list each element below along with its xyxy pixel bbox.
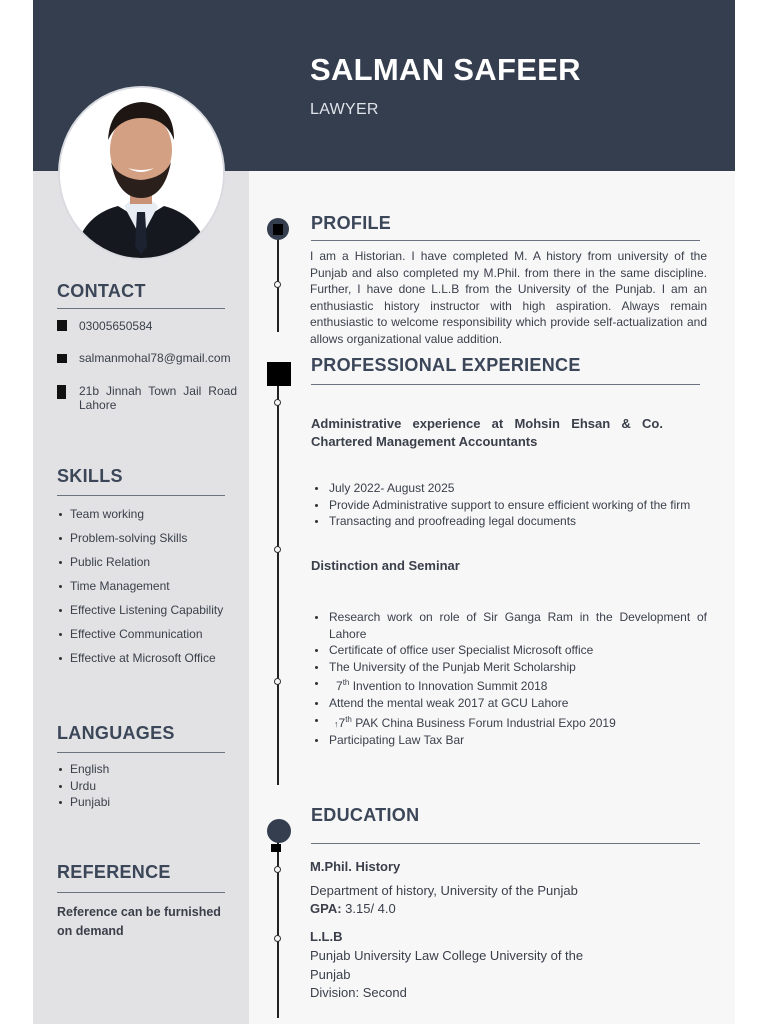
pak-sup: th: [345, 714, 352, 724]
distinction-item: The University of the Punjab Merit Scholarship: [313, 659, 707, 676]
address-text: 21b Jinnah Town Jail Road Lahore: [79, 384, 237, 412]
timeline-node: [274, 866, 281, 873]
contact-heading: CONTACT: [57, 281, 146, 301]
skill-item: Team working: [57, 507, 223, 531]
invention-ordinal: 7: [336, 679, 343, 694]
mphil-dept: Department of history, University of the Punjab: [310, 883, 578, 898]
pak-text: PAK China Business Forum Industrial Expo 2019: [351, 715, 616, 730]
contact-address: [57, 384, 237, 412]
skill-item: Effective Communication: [57, 627, 223, 651]
reference-divider: [57, 892, 225, 893]
profile-marker-square: [273, 224, 283, 235]
job-detail-item: July 2022- August 2025: [313, 480, 707, 497]
timeline-line-experience: [277, 385, 279, 785]
experience-divider: [311, 384, 700, 385]
distinction-item: Certificate of office user Specialist Microsoft office: [313, 642, 707, 659]
email-icon: [57, 354, 67, 363]
distinction-list: [313, 609, 707, 749]
llb-division: Division: Second: [310, 985, 407, 1000]
skills-heading: SKILLS: [57, 466, 123, 486]
timeline-node: [274, 678, 281, 685]
gpa-label: GPA:: [310, 901, 342, 916]
reference-text: Reference can be furnished on demand: [57, 905, 221, 938]
language-item: Urdu: [57, 779, 110, 796]
invention-text: Invention to Innovation Summit 2018: [349, 679, 548, 694]
mphil-gpa: [310, 900, 396, 919]
timeline-node: [274, 399, 281, 406]
distinction-title: Distinction and Seminar: [311, 558, 460, 573]
job-detail-item: Provide Administrative support to ensure efficient working of the firm: [313, 497, 707, 514]
candidate-name: SALMAN SAFEER: [310, 52, 581, 87]
gpa-value: 3.15/ 4.0: [341, 901, 396, 916]
distinction-item: Attend the mental weak 2017 at GCU Lahore: [313, 695, 707, 712]
contact-email: [57, 351, 237, 365]
profile-text: I am a Historian. I have completed M. A history from university of the Punjab and also completed my M.Phil. from there in the same discipline. Further, I have done L.L.B from the University of the Punjab. I am an enthusiastic history instructor with high aspiration. Always remain enthusiastic to welcome responsibility which provide self-actualization and allows organizational value addition.: [310, 249, 707, 346]
email-text: salmanmohal78@gmail.com: [79, 351, 231, 365]
skill-item: Problem-solving Skills: [57, 531, 223, 555]
languages-list: [57, 762, 110, 812]
education-marker-square: [271, 844, 281, 852]
skills-list: [57, 507, 223, 675]
contact-phone: [57, 319, 237, 333]
profile-divider: [311, 240, 700, 241]
distinction-item: Participating Law Tax Bar: [313, 732, 707, 749]
reference-heading: REFERENCE: [57, 862, 171, 882]
distinction-item: Research work on role of Sir Ganga Ram in the Development of Lahore: [313, 609, 707, 642]
resume-page: [33, 0, 735, 1024]
timeline-node: [274, 546, 281, 553]
experience-timeline-marker: [267, 362, 291, 386]
small-marker: ↑: [334, 718, 339, 729]
distinction-item: [313, 712, 707, 733]
candidate-role: LAWYER: [310, 101, 379, 118]
llb-title: L.L.B: [310, 929, 343, 944]
timeline-node: [274, 281, 281, 288]
skills-divider: [57, 495, 225, 496]
timeline-node: [274, 935, 281, 942]
language-item: Punjabi: [57, 795, 110, 812]
mphil-title: M.Phil. History: [310, 859, 401, 874]
pak-ordinal: 7: [338, 715, 346, 730]
phone-text: 03005650584: [79, 319, 153, 333]
profile-photo: [58, 86, 225, 260]
skill-item: Effective Listening Capability: [57, 603, 223, 627]
education-divider: [311, 843, 700, 844]
invention-sup: th: [342, 678, 350, 688]
education-timeline-marker: [267, 819, 291, 843]
education-heading: EDUCATION: [311, 805, 420, 825]
job-details-list: [313, 480, 707, 530]
location-icon: [57, 385, 66, 399]
job-detail-item: Transacting and proofreading legal documents: [313, 513, 707, 530]
skill-item: Public Relation: [57, 555, 223, 579]
llb-dept: Punjab University Law College University of the Punjab: [310, 948, 584, 982]
languages-heading: LANGUAGES: [57, 723, 175, 743]
skill-item: Effective at Microsoft Office: [57, 651, 223, 675]
contact-divider: [57, 308, 225, 309]
skill-item: Time Management: [57, 579, 223, 603]
experience-heading: PROFESSIONAL EXPERIENCE: [311, 355, 581, 375]
phone-icon: [57, 320, 67, 331]
distinction-item: [313, 675, 707, 695]
languages-divider: [57, 752, 225, 753]
language-item: English: [57, 762, 110, 779]
job-title: Administrative experience at Mohsin Ehsan & Co. Chartered Management Accountants: [311, 416, 663, 449]
profile-heading: PROFILE: [311, 213, 392, 233]
